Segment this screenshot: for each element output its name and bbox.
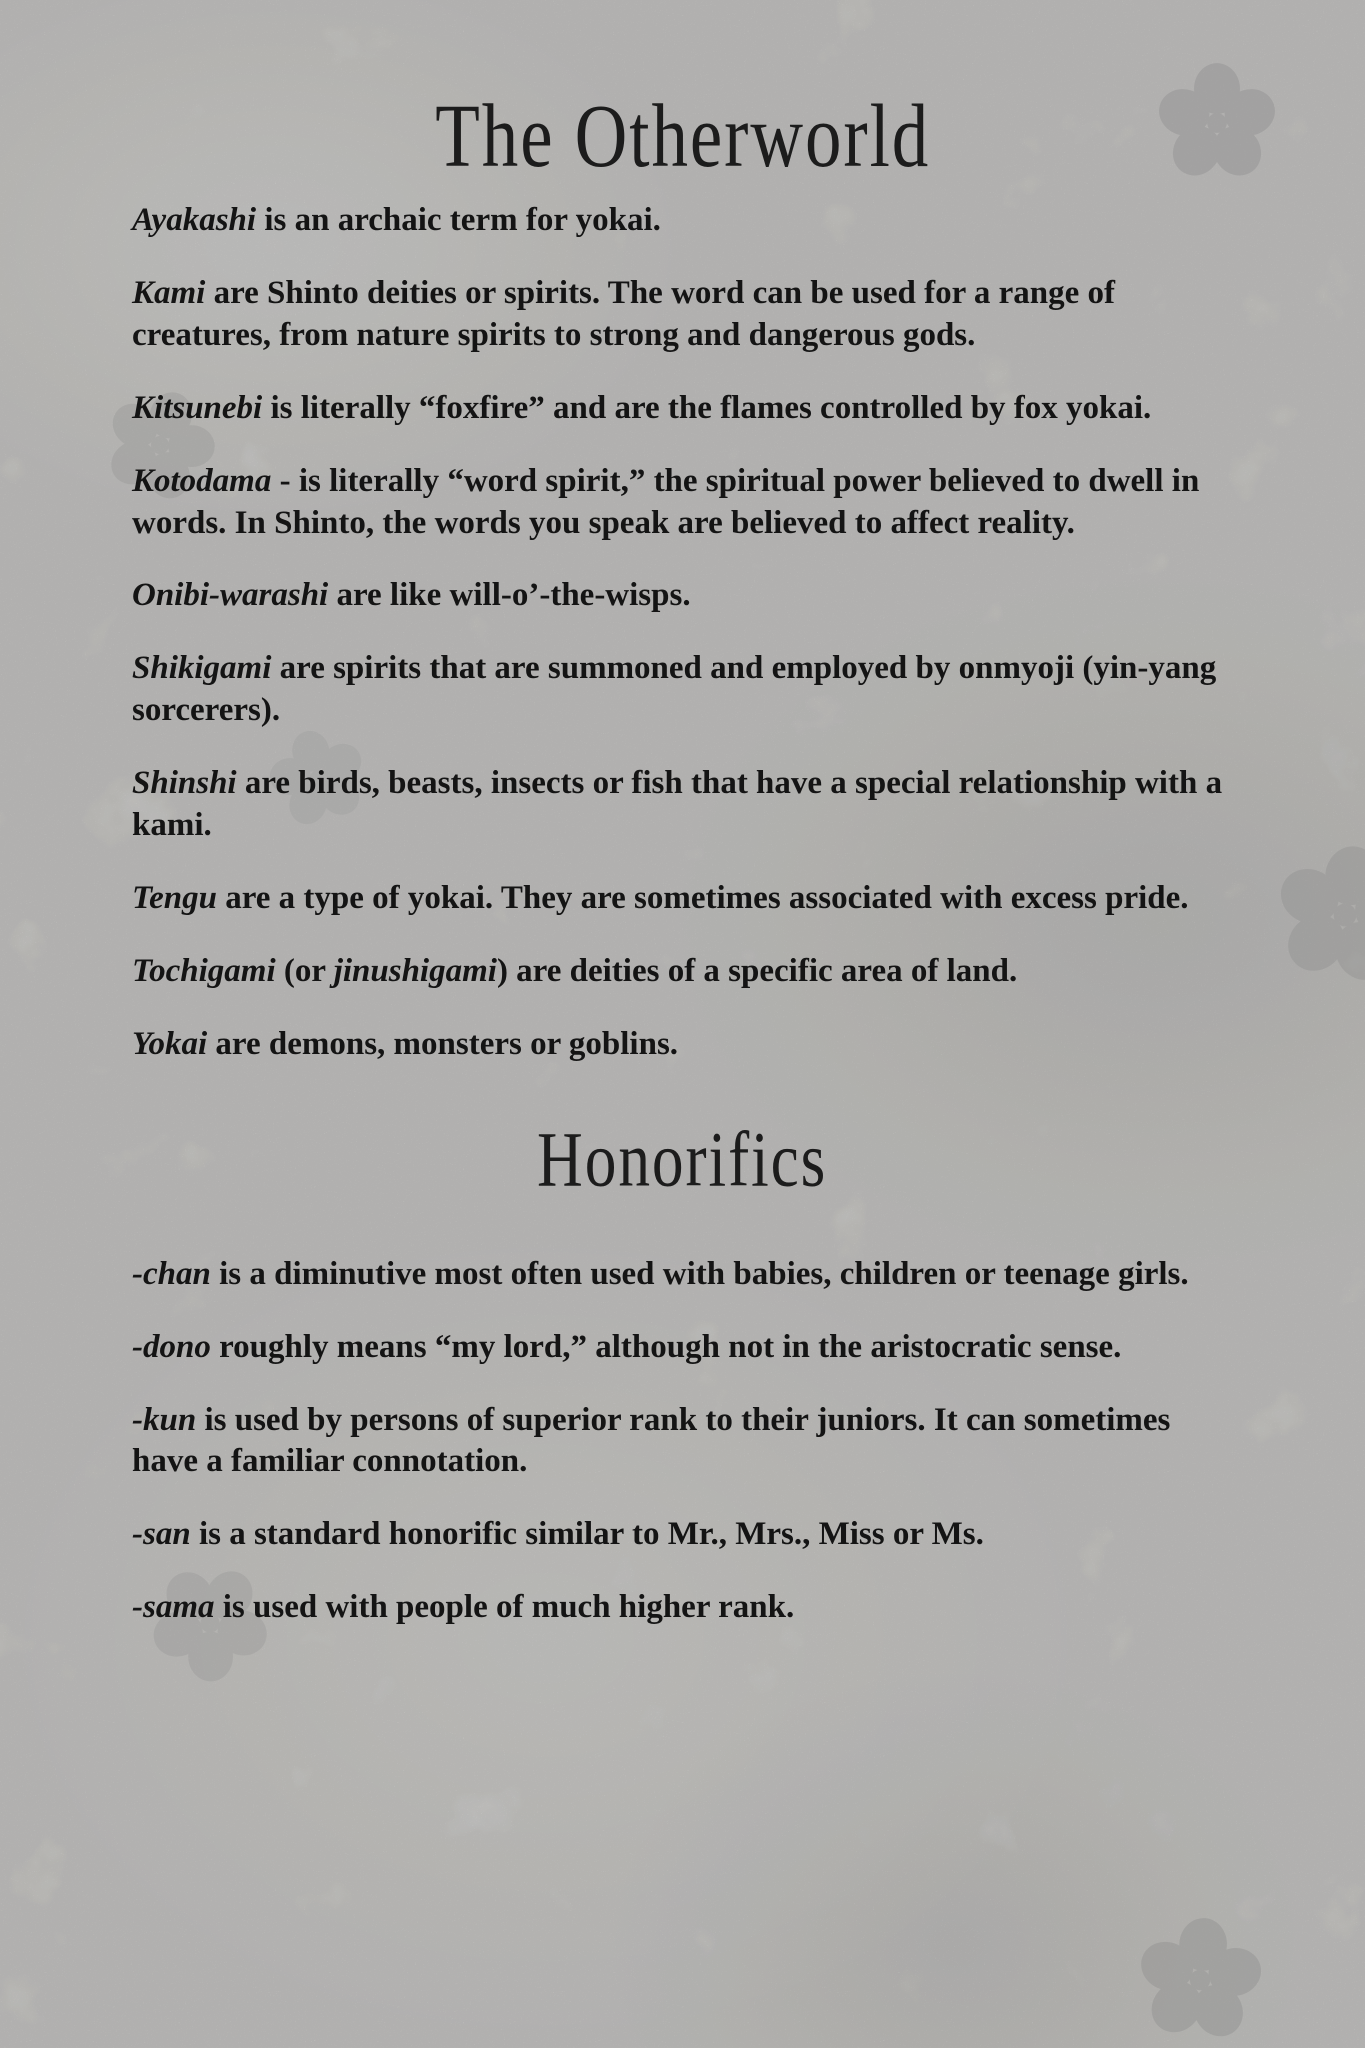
glossary-term: Kitsunebi: [132, 389, 263, 426]
glossary-term: -dono: [132, 1328, 211, 1365]
glossary-entry: -dono roughly means “my lord,” although not in the aristocratic sense.: [132, 1328, 1122, 1365]
glossary-entry: Onibi-warashi are like will-o’-the-wisps.: [132, 577, 691, 614]
glossary-term: Ayakashi: [132, 202, 257, 238]
glossary-term: -chan: [132, 1255, 211, 1292]
glossary-term: Shinshi: [132, 765, 237, 802]
glossary-entry: -kun is used by persons of superior rank to their juniors. It can sometimes have a familiar connotation.: [132, 1401, 1171, 1480]
page-title-text: The Otherworld: [435, 87, 930, 187]
otherworld-list: [132, 200, 1233, 1066]
glossary-entry: Kotodama - is literally “word spirit,” the spiritual power believed to dwell in words. In Shinto, the words you speak are believed to affect reality.: [132, 462, 1200, 541]
glossary-entry: Kami are Shinto deities or spirits. The word can be used for a range of creatures, from nature spirits to strong and dangerous gods.: [132, 274, 1116, 353]
glossary-term: -san: [132, 1516, 191, 1553]
glossary-term: Kotodama: [132, 462, 272, 499]
glossary-entry: Tengu are a type of yokai. They are sometimes associated with excess pride.: [132, 879, 1189, 916]
glossary-term: Yokai: [132, 1025, 208, 1062]
glossary-entry: Shikigami are spirits that are summoned and employed by onmyoji (yin-yang sorcerers).: [132, 650, 1217, 729]
glossary-entry: Shinshi are birds, beasts, insects or fish that have a special relationship with a kami.: [132, 765, 1223, 844]
section-title-honorifics: [132, 1116, 1233, 1204]
honorifics-list: [132, 1254, 1233, 1629]
glossary-entry: Yokai are demons, monsters or goblins.: [132, 1025, 679, 1062]
glossary-entry: -san is a standard honorific similar to Mr., Mrs., Miss or Ms.: [132, 1516, 984, 1553]
page-title: [132, 0, 1233, 200]
glossary-term: Tengu: [132, 879, 217, 916]
glossary-entry: -sama is used with people of much higher rank.: [132, 1589, 795, 1626]
glossary-term: Onibi-warashi: [132, 577, 329, 614]
glossary-entry: Tochigami (or jinushigami) are deities of a specific area of land.: [132, 952, 1018, 989]
glossary-term: Tochigami: [132, 952, 276, 989]
glossary-term: -sama: [132, 1589, 215, 1626]
glossary-entry: Ayakashi is an archaic term for yokai.: [132, 202, 661, 238]
glossary-term: -kun: [132, 1401, 197, 1438]
glossary-entry: -chan is a diminutive most often used with babies, children or teenage girls.: [132, 1255, 1189, 1292]
glossary-term: jinushigami: [333, 952, 497, 989]
glossary-entry: Kitsunebi is literally “foxfire” and are the flames controlled by fox yokai.: [132, 389, 1152, 426]
plum-blossom-icon: [1128, 1912, 1271, 2048]
honorifics-title-text: Honorifics: [537, 1116, 828, 1204]
glossary-term: Shikigami: [132, 650, 272, 687]
glossary-term: Kami: [132, 274, 206, 311]
